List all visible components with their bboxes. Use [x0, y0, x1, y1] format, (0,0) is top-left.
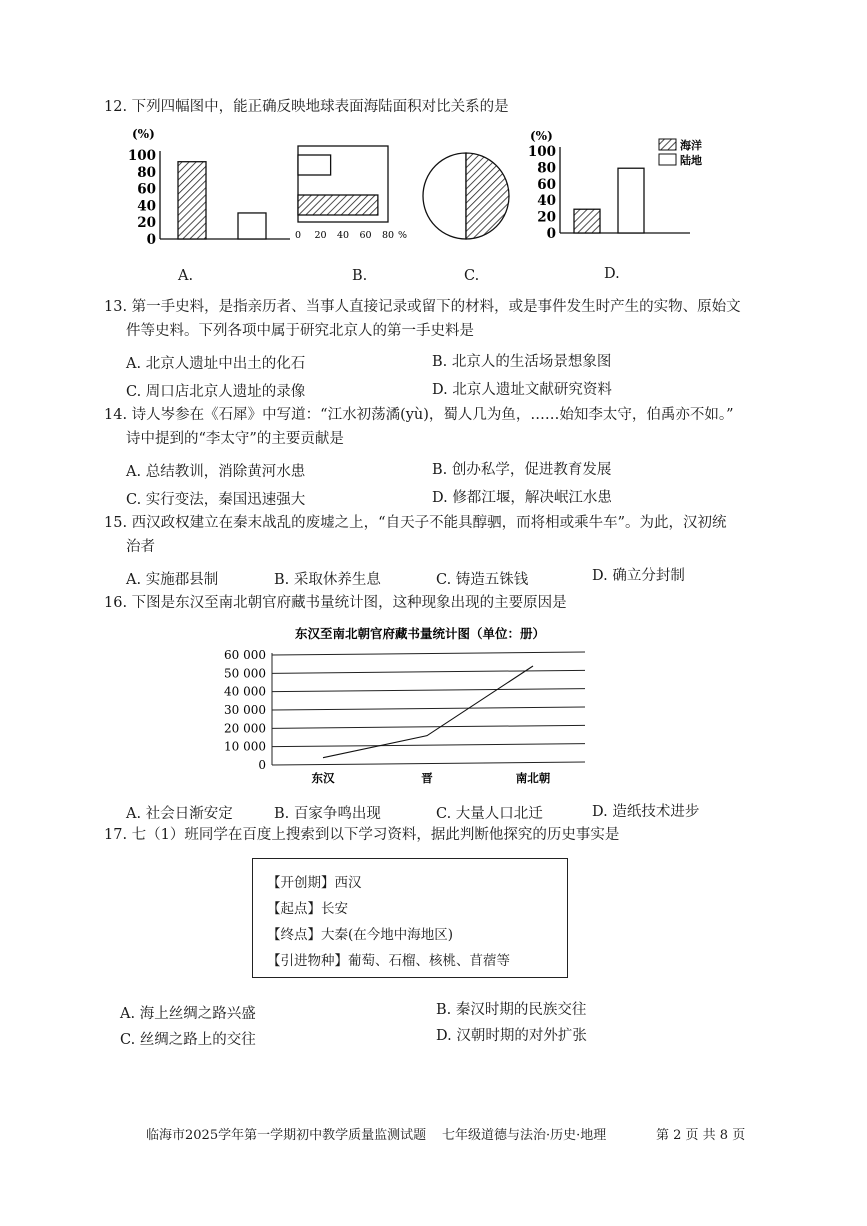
y-ticks [224, 648, 266, 772]
q17-stem: 17. 七（1）班同学在百度上搜索到以下学习资料，据此判断他探究的历史事实是 [104, 827, 620, 843]
box-line-end-point: 【终点】大秦(在今地中海地区) [267, 927, 454, 943]
footer-page-number: 第 2 页 共 8 页 [656, 1128, 746, 1143]
box-line-start-point: 【起点】长安 [267, 901, 348, 917]
x-tick-label: 40 [336, 230, 350, 241]
q14-option-b: B. 创办私学，促进教育发展 [432, 462, 612, 478]
x-tick-label: 东汉 [311, 771, 335, 785]
q17-material-box [252, 858, 568, 978]
chart-grid [272, 652, 585, 765]
y-tick-label: 0 [258, 758, 266, 772]
q14-line1: 14. 诗人岑参在《石犀》中写道：“江水初荡潏(yù)，蜀人几为鱼，……始知李太守，伯禹亦不如。” [104, 407, 734, 423]
q14-option-a: A. 总结教训，消除黄河水患 [126, 464, 306, 480]
y-tick-label: 100 [527, 144, 556, 160]
y-tick-label: 40 [137, 198, 156, 215]
bar-ocean [178, 162, 206, 239]
footer-subject: 七年级道德与法治·历史·地理 [442, 1128, 607, 1143]
x-tick-label: 80 [381, 230, 395, 241]
q17-option-a: A. 海上丝绸之路兴盛 [120, 1006, 256, 1022]
bar-ocean [298, 195, 378, 215]
q14-option-d: D. 修都江堰，解决岷江水患 [432, 490, 612, 506]
q13-option-c: C. 周口店北京人遗址的录像 [126, 384, 306, 400]
chart-b [295, 146, 407, 241]
legend-label-ocean: 海洋 [680, 139, 702, 152]
q13-option-d: D. 北京人遗址文献研究资料 [432, 382, 612, 398]
x-tick-label: 南北朝 [515, 771, 551, 785]
q16-option-d: D. 造纸技术进步 [592, 804, 700, 820]
series-line [323, 666, 533, 758]
q13-line1: 13. 第一手史料，是指亲历者、当事人直接记录或留下的材料，或是事件发生时产生的实物、原始文 [104, 299, 741, 315]
q14-line2: 诗中提到的“李太守”的主要贡献是 [126, 431, 344, 447]
y-tick-label: 80 [537, 160, 556, 177]
q16-stem: 16. 下图是东汉至南北朝官府藏书量统计图，这种现象出现的主要原因是 [104, 595, 567, 611]
q12-label-a: A. [178, 268, 194, 284]
q12-label-b: B. [352, 268, 368, 284]
x-unit-label: % [398, 230, 408, 241]
pie-slice-ocean [466, 153, 509, 239]
grid-line [272, 652, 585, 655]
box-line-species: 【引进物种】葡萄、石榴、核桃、苜蓿等 [267, 953, 510, 969]
y-tick-label: 60 [537, 176, 556, 193]
y-tick-label: 40 [537, 193, 556, 210]
q16-option-c: C. 大量人口北迁 [436, 806, 543, 822]
x-tick-label: 60 [359, 230, 372, 241]
q14-option-c: C. 实行变法，秦国迅速强大 [126, 492, 306, 508]
y-tick-label: 0 [546, 226, 556, 242]
grid-line [272, 689, 585, 692]
bar-land [298, 155, 331, 175]
bar-ocean [574, 209, 600, 233]
q15-option-d: D. 确立分封制 [592, 568, 685, 584]
q12-stem: 12. 下列四幅图中，能正确反映地球表面海陆面积对比关系的是 [104, 99, 509, 115]
q15-option-b: B. 采取休养生息 [274, 572, 381, 588]
legend-swatch-land [659, 154, 676, 165]
bar-land [618, 168, 644, 233]
footer-exam-title: 临海市2025学年第一学期初中教学质量监测试题 [146, 1128, 427, 1143]
y-tick-label: 30 000 [224, 703, 266, 717]
x-tick-label: 0 [294, 230, 302, 241]
grid-line [272, 670, 585, 673]
q13-option-a: A. 北京人遗址中出土的化石 [126, 356, 306, 372]
q15-option-a: A. 实施郡县制 [126, 572, 219, 588]
y-tick-label: 50 000 [224, 666, 266, 681]
x-tick-label: 20 [314, 230, 327, 241]
q13-option-b: B. 北京人的生活场景想象图 [432, 354, 612, 370]
y-tick-label: 20 000 [224, 721, 266, 736]
y-tick-label: 10 000 [224, 739, 266, 754]
chart-a [128, 127, 290, 248]
legend-label-land: 陆地 [680, 154, 702, 167]
chart-d [528, 129, 702, 242]
bar-land [238, 213, 266, 239]
y-unit-label: (%) [530, 129, 553, 143]
legend-swatch-ocean [659, 139, 676, 150]
q17-option-b: B. 秦汉时期的民族交往 [436, 1002, 587, 1018]
q17-option-d: D. 汉朝时期的对外扩张 [436, 1028, 587, 1044]
pie-slice-land [423, 153, 466, 239]
grid-line [272, 725, 585, 728]
grid-line [272, 762, 585, 765]
q15-line1: 15. 西汉政权建立在秦末战乱的废墟之上，“自天子不能具醇驷，而将相或乘牛车”。为此，汉初统 [104, 515, 727, 531]
box-line-start-period: 【开创期】西汉 [267, 875, 362, 891]
q17-option-c: C. 丝绸之路上的交往 [120, 1032, 256, 1048]
q16-option-a: A. 社会日渐安定 [126, 806, 233, 822]
q15-option-c: C. 铸造五铢钱 [436, 572, 529, 588]
q16-option-b: B. 百家争鸣出现 [274, 806, 381, 822]
grid-line [272, 707, 585, 710]
y-tick-label: 60 [137, 181, 156, 198]
x-ticks [312, 771, 551, 785]
q13-line2: 件等史料。下列各项中属于研究北京人的第一手史料是 [126, 323, 474, 339]
y-tick-label: 60 000 [224, 648, 266, 662]
q12-label-d: D. [604, 266, 620, 282]
q15-line2: 治者 [126, 539, 155, 555]
x-tick-label: 晋 [421, 771, 433, 785]
y-tick-label: 20 [137, 215, 156, 232]
q12-label-c: C. [464, 268, 480, 284]
y-tick-label: 20 [537, 209, 556, 226]
y-tick-label: 40 000 [224, 684, 266, 699]
grid-line [272, 744, 585, 747]
q16-line-chart [220, 620, 640, 790]
y-tick-label: 0 [146, 232, 156, 248]
y-tick-label: 80 [137, 164, 156, 181]
chart-title: 东汉至南北朝官府藏书量统计图（单位：册） [294, 626, 546, 641]
y-tick-label: 100 [127, 148, 156, 164]
chart-c [423, 153, 509, 239]
y-unit-label: (%) [132, 127, 155, 141]
